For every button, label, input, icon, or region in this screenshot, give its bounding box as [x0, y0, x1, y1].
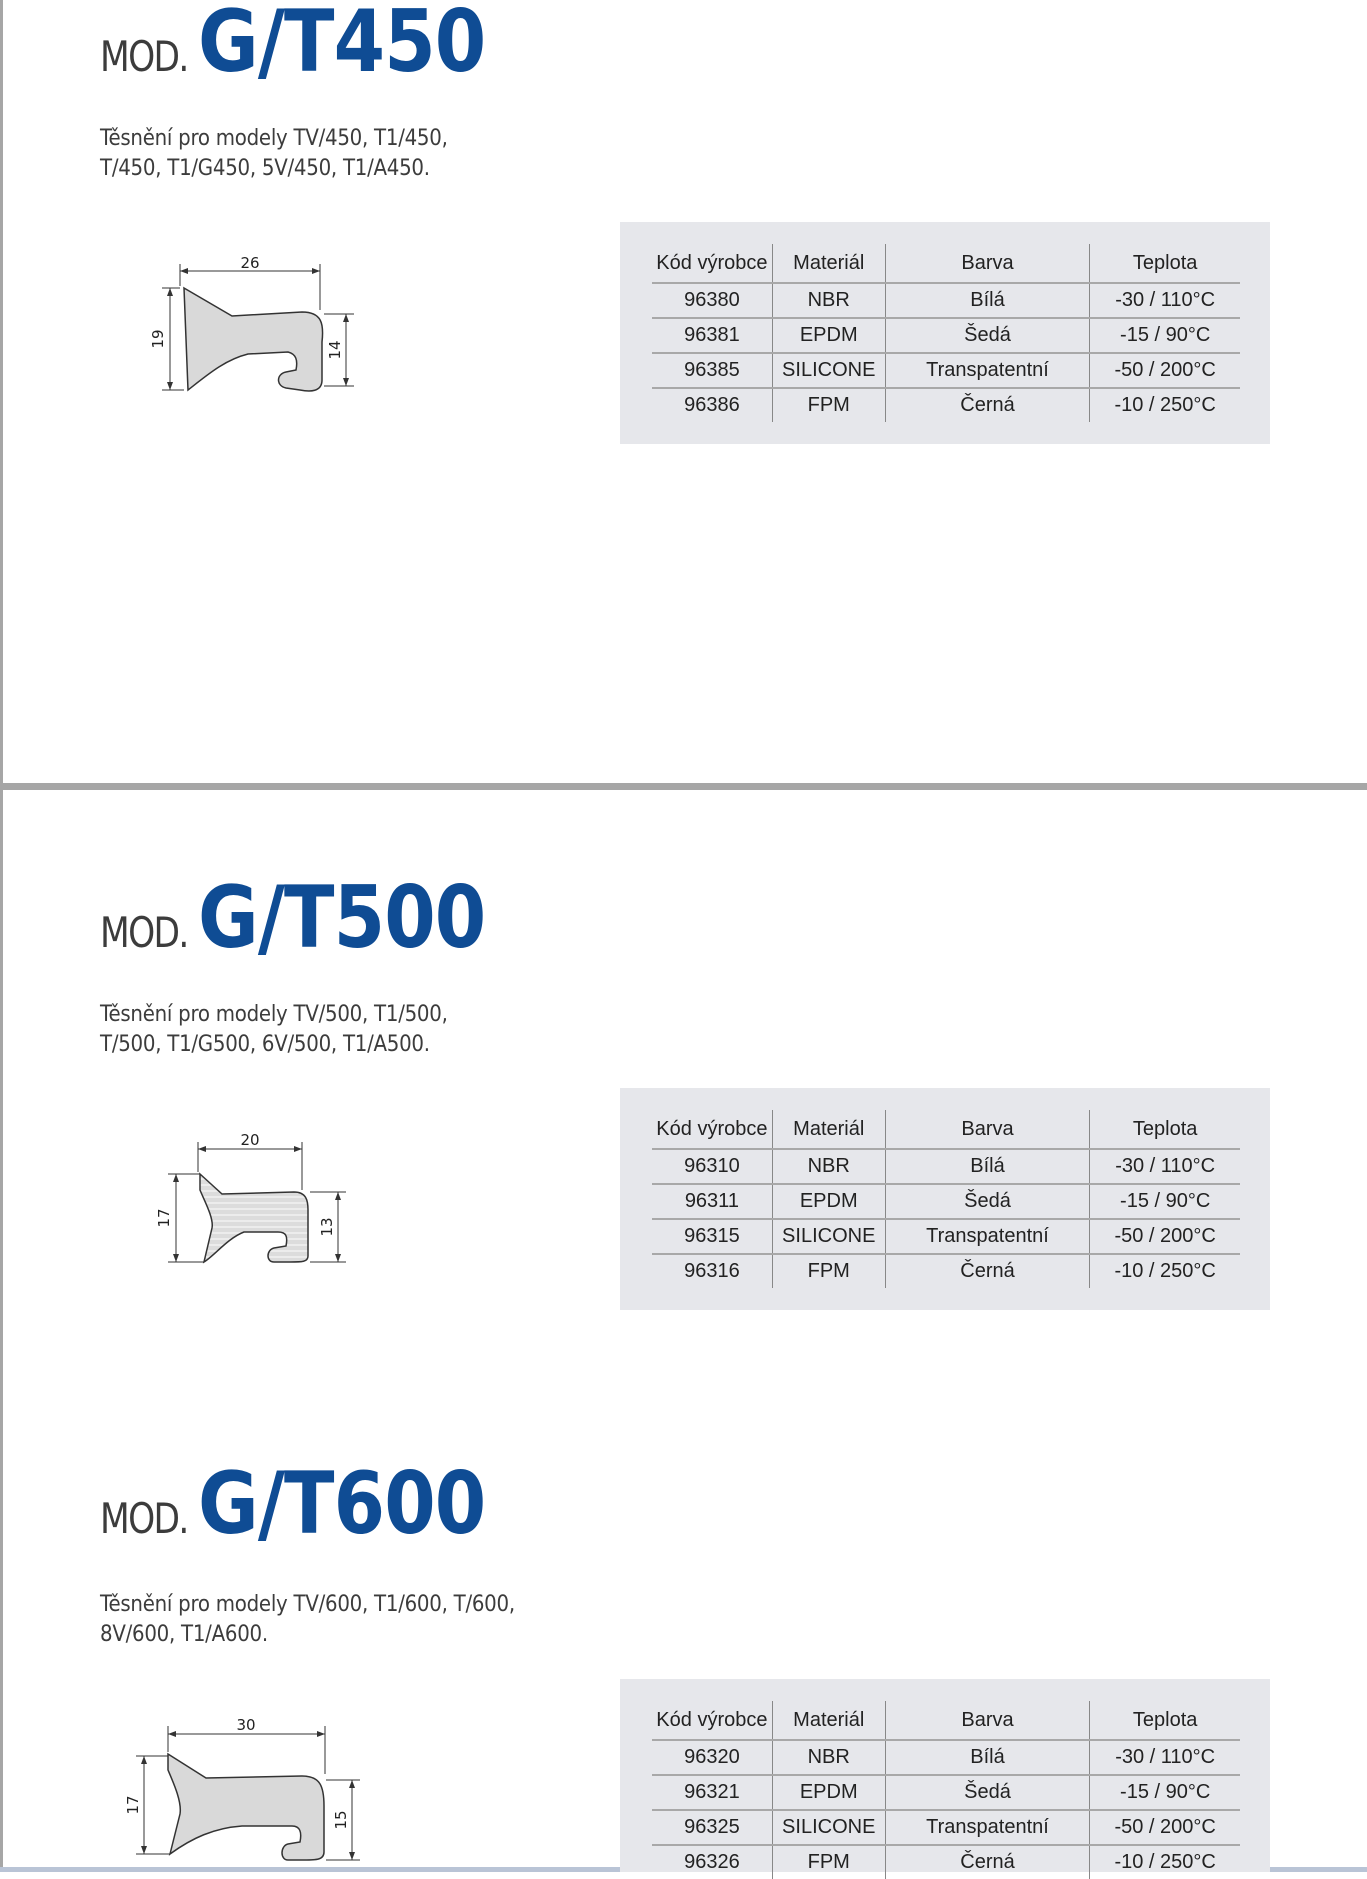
table-header-row — [652, 244, 1240, 283]
description-line: T/500, T1/G500, 6V/500, T1/A500. — [100, 1032, 430, 1057]
cell-code: 96316 — [652, 1254, 772, 1288]
table-row — [652, 388, 1240, 422]
cell-color: Bílá — [885, 283, 1090, 318]
table-header-row — [652, 1110, 1240, 1149]
model-description — [100, 1000, 620, 1060]
model-description — [100, 124, 620, 184]
cell-temperature: -50 / 200°C — [1090, 1219, 1240, 1254]
table-row — [652, 318, 1240, 353]
header-code: Kód výrobce — [652, 244, 772, 283]
cell-material: EPDM — [772, 1184, 885, 1219]
header-material: Materiál — [772, 1110, 885, 1149]
profile-svg — [110, 1714, 370, 1864]
cell-code: 96311 — [652, 1184, 772, 1219]
cell-temperature: -30 / 110°C — [1090, 283, 1240, 318]
model-name: G/T450 — [198, 0, 486, 92]
header-code: Kód výrobce — [652, 1701, 772, 1740]
cell-material: FPM — [772, 1845, 885, 1879]
header-temperature: Teplota — [1132, 1708, 1198, 1731]
spec-table — [652, 1701, 1240, 1879]
dimension-height-right: 15 — [332, 1810, 350, 1830]
header-temperature: Teplota — [1132, 1117, 1198, 1140]
cell-material: EPDM — [772, 1775, 885, 1810]
cell-color: Šedá — [885, 1184, 1090, 1219]
model-title — [100, 0, 532, 92]
table-row — [652, 1254, 1240, 1288]
description-line: T/450, T1/G450, 5V/450, T1/A450. — [100, 156, 430, 181]
cell-code: 96310 — [652, 1149, 772, 1184]
cell-code: 96325 — [652, 1810, 772, 1845]
dimension-height-left: 19 — [149, 329, 167, 349]
cell-code: 96381 — [652, 318, 772, 353]
cell-material: SILICONE — [772, 353, 885, 388]
table-row — [652, 1149, 1240, 1184]
cell-code: 96385 — [652, 353, 772, 388]
cell-material: FPM — [772, 388, 885, 422]
cell-color: Transpatentní — [885, 1810, 1090, 1845]
profile-svg — [140, 1128, 380, 1288]
cell-temperature: -15 / 90°C — [1090, 318, 1240, 353]
title-prefix: MOD. — [100, 1494, 188, 1543]
gasket-profile-drawing — [110, 1714, 370, 1868]
spec-panel — [620, 1088, 1270, 1310]
cell-code: 96380 — [652, 283, 772, 318]
cell-temperature: -50 / 200°C — [1090, 353, 1240, 388]
cell-material: SILICONE — [772, 1219, 885, 1254]
description-line: Těsnění pro modely TV/600, T1/600, T/600, — [100, 1592, 515, 1617]
cell-material: SILICONE — [772, 1810, 885, 1845]
header-material: Materiál — [772, 1701, 885, 1740]
page-border-left — [0, 0, 3, 1872]
model-description — [100, 1590, 620, 1650]
cell-color: Transpatentní — [885, 353, 1090, 388]
profile-shape — [168, 1754, 324, 1860]
dimension-width: 20 — [240, 1131, 260, 1149]
cell-code: 96321 — [652, 1775, 772, 1810]
model-title — [100, 1454, 532, 1554]
cell-code: 96326 — [652, 1845, 772, 1879]
cell-color: Černá — [885, 388, 1090, 422]
cell-temperature: -30 / 110°C — [1090, 1149, 1240, 1184]
table-row — [652, 283, 1240, 318]
cell-color: Bílá — [885, 1740, 1090, 1775]
cell-color: Černá — [885, 1254, 1090, 1288]
profile-svg — [140, 250, 380, 410]
table-row — [652, 1740, 1240, 1775]
spec-panel — [620, 1679, 1270, 1872]
cell-temperature: -10 / 250°C — [1090, 1254, 1240, 1288]
cell-temperature: -15 / 90°C — [1090, 1184, 1240, 1219]
profile-shape — [184, 288, 323, 391]
dimension-height-right: 14 — [326, 340, 344, 360]
table-header-row — [652, 1701, 1240, 1740]
cell-material: NBR — [772, 1740, 885, 1775]
cell-color: Šedá — [885, 1775, 1090, 1810]
gasket-profile-drawing — [140, 1128, 380, 1292]
table-row — [652, 1775, 1240, 1810]
dimension-height-right: 13 — [318, 1217, 336, 1237]
table-row — [652, 1219, 1240, 1254]
table-row — [652, 353, 1240, 388]
description-line: Těsnění pro modely TV/450, T1/450, — [100, 126, 448, 151]
cell-code: 96320 — [652, 1740, 772, 1775]
cell-code: 96315 — [652, 1219, 772, 1254]
cell-material: EPDM — [772, 318, 885, 353]
dimension-height-left: 17 — [124, 1795, 142, 1815]
cell-material: NBR — [772, 283, 885, 318]
dimension-width: 30 — [236, 1716, 256, 1734]
table-row — [652, 1184, 1240, 1219]
cell-color: Transpatentní — [885, 1219, 1090, 1254]
cell-material: NBR — [772, 1149, 885, 1184]
model-name: G/T500 — [198, 868, 486, 968]
header-color: Barva — [885, 1701, 1090, 1740]
header-code: Kód výrobce — [652, 1110, 772, 1149]
header-material: Materiál — [772, 244, 885, 283]
page-divider — [0, 783, 1367, 790]
spec-panel — [620, 222, 1270, 444]
spec-table — [652, 1110, 1240, 1288]
spec-table — [652, 244, 1240, 422]
table-row — [652, 1845, 1240, 1879]
model-name: G/T600 — [198, 1454, 486, 1554]
profile-shape — [200, 1174, 308, 1262]
cell-temperature: -15 / 90°C — [1090, 1775, 1240, 1810]
description-line: Těsnění pro modely TV/500, T1/500, — [100, 1002, 448, 1027]
header-color: Barva — [885, 1110, 1090, 1149]
cell-color: Šedá — [885, 318, 1090, 353]
description-line: 8V/600, T1/A600. — [100, 1622, 268, 1647]
cell-color: Bílá — [885, 1149, 1090, 1184]
cell-temperature: -50 / 200°C — [1090, 1810, 1240, 1845]
cell-temperature: -10 / 250°C — [1090, 388, 1240, 422]
header-color: Barva — [885, 244, 1090, 283]
header-temperature: Teplota — [1132, 251, 1198, 274]
dimension-height-left: 17 — [155, 1208, 173, 1228]
cell-material: FPM — [772, 1254, 885, 1288]
cell-code: 96386 — [652, 388, 772, 422]
dimension-width: 26 — [240, 254, 260, 272]
cell-temperature: -30 / 110°C — [1090, 1740, 1240, 1775]
model-title — [100, 868, 532, 968]
cell-color: Černá — [885, 1845, 1090, 1879]
title-prefix: MOD. — [100, 908, 188, 957]
gasket-profile-drawing — [140, 250, 380, 414]
cell-temperature: -10 / 250°C — [1090, 1845, 1240, 1879]
title-prefix: MOD. — [100, 32, 188, 81]
table-row — [652, 1810, 1240, 1845]
